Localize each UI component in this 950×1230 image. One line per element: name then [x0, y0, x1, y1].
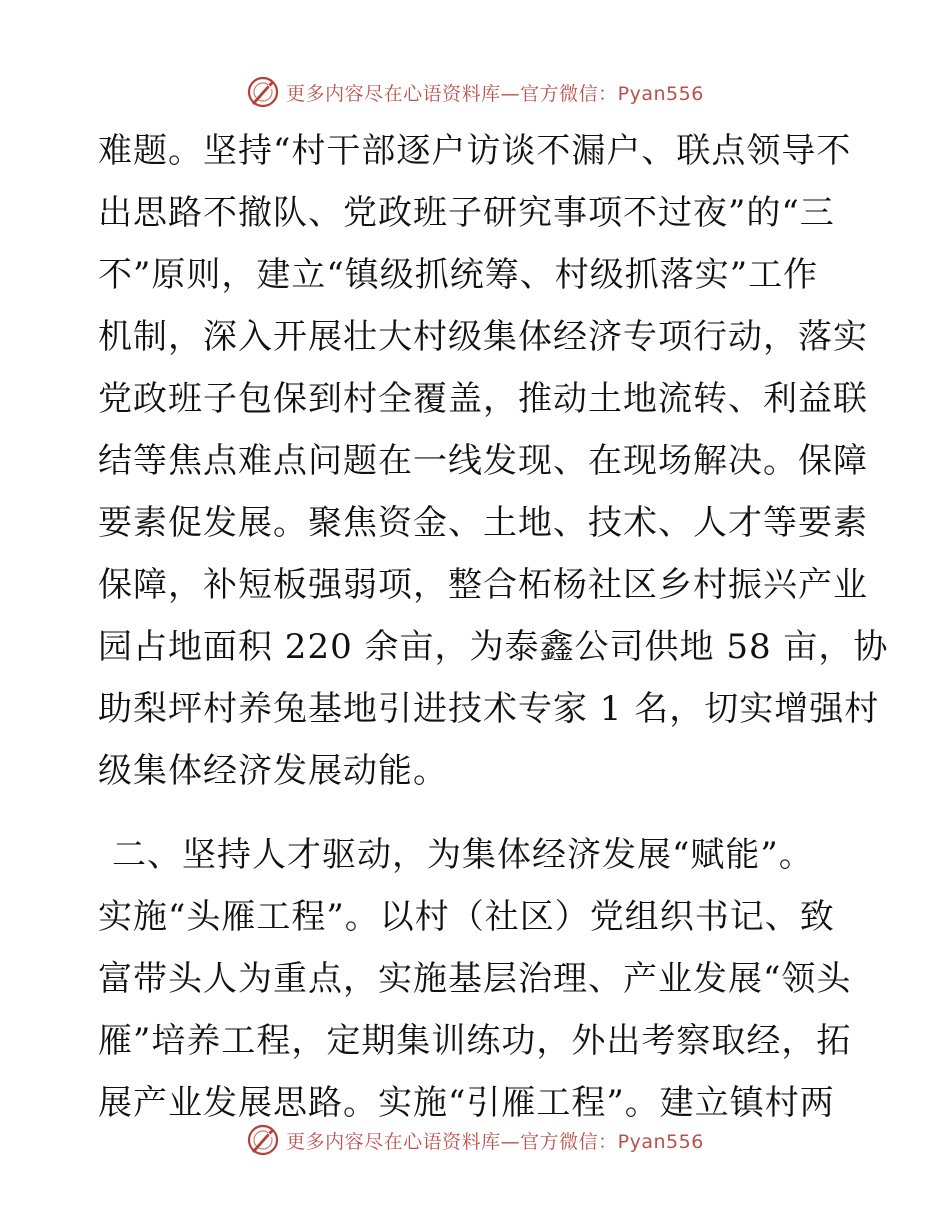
text-line: 级集体经济发展动能。: [98, 751, 448, 791]
quill-pen-logo-icon: [246, 1123, 280, 1157]
text-line: 园占地面积 220 余亩，为泰鑫公司供地 58 亩，协: [98, 627, 889, 667]
watermark-text: 更多内容尽在心语资料库—官方微信：Pyan556: [286, 1130, 704, 1153]
text-line: 富带头人为重点，实施基层治理、产业发展“领头: [98, 959, 852, 999]
header-watermark: [0, 72, 950, 112]
quill-pen-logo-icon: [246, 75, 280, 109]
text-line: 助梨坪村养兔基地引进技术专家 1 名，切实增强村: [98, 689, 880, 729]
document-body: [98, 120, 889, 1134]
footer-watermark: [0, 1120, 950, 1160]
section-heading: 二、坚持人才驱动，为集体经济发展“赋能”。: [112, 835, 814, 875]
text-line: 出思路不撤队、党政班子研究事项不过夜”的“三: [98, 193, 835, 233]
text-line: 不”原则，建立“镇级抓统筹、村级抓落实”工作: [98, 255, 819, 295]
text-line: 保障，补短板强弱项，整合柘杨社区乡村振兴产业: [98, 565, 868, 605]
text-line: 难题。坚持“村干部逐户访谈不漏户、联点领导不: [98, 131, 852, 171]
text-line: 实施“头雁工程”。以村（社区）党组织书记、致: [98, 897, 835, 937]
watermark-text: 更多内容尽在心语资料库—官方微信：Pyan556: [286, 82, 704, 105]
text-line: 党政班子包保到村全覆盖，推动土地流转、利益联: [98, 379, 868, 419]
text-line: 雁”培养工程，定期集训练功，外出考察取经，拓: [98, 1021, 852, 1061]
text-line: 展产业发展思路。实施“引雁工程”。建立镇村两: [98, 1083, 835, 1123]
text-line: 要素促发展。聚焦资金、土地、技术、人才等要素: [98, 503, 868, 543]
text-line: 结等焦点难点问题在一线发现、在现场解决。保障: [98, 441, 868, 481]
text-line: 机制，深入开展壮大村级集体经济专项行动，落实: [98, 317, 868, 357]
